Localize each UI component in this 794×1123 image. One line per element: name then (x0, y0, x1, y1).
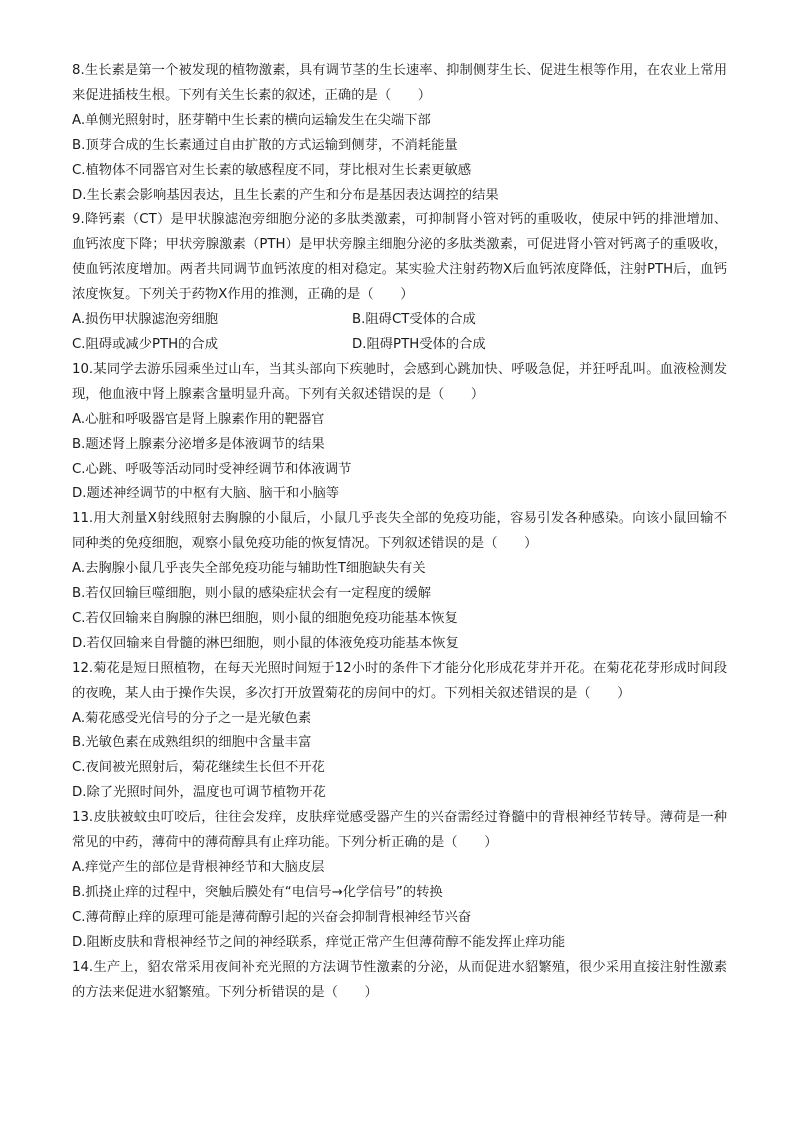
option-a: A.损伤甲状腺滤泡旁细胞 (72, 312, 219, 328)
option-b: B.光敏色素在成熟组织的细胞中含量丰富 (72, 735, 312, 751)
question-10 (72, 358, 727, 507)
option-c: C.心跳、呼吸等活动同时受神经调节和体液调节 (72, 461, 352, 477)
question-9 (72, 208, 727, 357)
question-stem: 8.生长素是第一个被发现的植物激素，具有调节茎的生长速率、抑制侧芽生长、促进生根等作用，在农业上常用来促进插枝生根。下列有关生长素的叙述，正确的是（ ） (72, 63, 727, 103)
question-14 (72, 956, 727, 1006)
option-b: B.若仅回输巨噬细胞，则小鼠的感染症状会有一定程度的缓解 (72, 586, 432, 602)
option-b: B.阻碍CT受体的合成 (352, 312, 476, 328)
option-d: D.阻碍PTH受体的合成 (352, 336, 486, 352)
options-row (72, 308, 727, 333)
question-stem: 11.用大剂量X射线照射去胸腺的小鼠后，小鼠几乎丧失全部的免疫功能，容易引发各种感染。向该小鼠回输不同种类的免疫细胞，观察小鼠免疫功能的恢复情况。下列叙述错误的是（ ） (72, 511, 727, 552)
question-stem: 10.某同学去游乐园乘坐过山车，当其头部向下疾驰时，会感到心跳加快、呼吸急促，并狂呼乱叫。血液检测发现，他血液中肾上腺素含量明显升高。下列有关叙述错误的是（ ） (72, 361, 727, 402)
question-stem: 13.皮肤被蚊虫叮咬后，往往会发痒，皮肤痒觉感受器产生的兴奋需经过脊髓中的背根神经节转导。薄荷是一种常见的中药，薄荷中的薄荷醇具有止痒功能。下列分析正确的是（ ） (72, 810, 727, 851)
option-d: D.若仅回输来自骨髓的淋巴细胞，则小鼠的体液免疫功能基本恢复 (72, 635, 459, 651)
option-b: B.顶芽合成的生长素通过自由扩散的方式运输到侧芽，不消耗能量 (72, 137, 458, 153)
options-row (72, 333, 727, 358)
option-d: D.阻断皮肤和背根神经节之间的神经联系，痒觉正常产生但薄荷醇不能发挥止痒功能 (72, 934, 566, 950)
question-8 (72, 59, 727, 208)
option-a: A.去胸腺小鼠几乎丧失全部免疫功能与辅助性T细胞缺失有关 (72, 561, 426, 577)
exam-page (72, 59, 727, 1005)
option-c: C.夜间被光照射后，菊花继续生长但不开花 (72, 760, 325, 776)
option-c: C.薄荷醇止痒的原理可能是薄荷醇引起的兴奋会抑制背根神经节兴奋 (72, 909, 472, 925)
question-12 (72, 657, 727, 806)
option-c: C.阻碍或减少PTH的合成 (72, 336, 219, 352)
option-a: A.菊花感受光信号的分子之一是光敏色素 (72, 710, 312, 726)
option-a: A.心脏和呼吸器官是肾上腺素作用的靶器官 (72, 411, 325, 427)
option-d: D.除了光照时间外，温度也可调节植物开花 (72, 785, 326, 801)
option-a: A.痒觉产生的部位是背根神经节和大脑皮层 (72, 860, 325, 875)
option-b: B.题述肾上腺素分泌增多是体液调节的结果 (72, 436, 325, 452)
option-c: C.植物体不同器官对生长素的敏感程度不同，芽比根对生长素更敏感 (72, 162, 472, 178)
question-stem: 9.降钙素（CT）是甲状腺滤泡旁细胞分泌的多肽类激素，可抑制肾小管对钙的重吸收，使尿中钙的排泄增加、血钙浓度下降；甲状旁腺激素（PTH）是甲状旁腺主细胞分泌的多肽类激素，可促进肾小管对钙离子的重吸收，使血钙浓度增加。两者共同调节血钙浓度的相对稳定。某实验犬注射药物X后血钙浓度降低，注射PTH后，血钙浓度恢复。下列关于药物X作用的推测，正确的是（ ） (72, 212, 727, 303)
question-11 (72, 507, 727, 656)
question-stem: 12.菊花是短日照植物，在每天光照时间短于12小时的条件下才能分化形成花芽并开花。在菊花花芽形成时间段的夜晚，某人由于操作失误，多次打开放置菊花的房间中的灯。下列相关叙述错误的是（ ） (72, 660, 727, 701)
option-c: C.若仅回输来自胸腺的淋巴细胞，则小鼠的细胞免疫功能基本恢复 (72, 610, 458, 626)
option-d: D.题述神经调节的中枢有大脑、脑干和小脑等 (72, 486, 340, 502)
option-a: A.单侧光照射时，胚芽鞘中生长素的横向运输发生在尖端下部 (72, 112, 431, 128)
question-stem: 14.生产上，貂农常采用夜间补充光照的方法调节性激素的分泌，从而促进水貂繁殖，很少采用直接注射性激素的方法来促进水貂繁殖。下列分析错误的是（ ） (72, 959, 727, 1000)
question-13 (72, 806, 727, 955)
option-d: D.生长素会影响基因表达，且生长素的产生和分布是基因表达调控的结果 (72, 187, 499, 203)
option-b: B.抓挠止痒的过程中，突触后膜处有“电信号→化学信号”的转换 (72, 884, 443, 900)
